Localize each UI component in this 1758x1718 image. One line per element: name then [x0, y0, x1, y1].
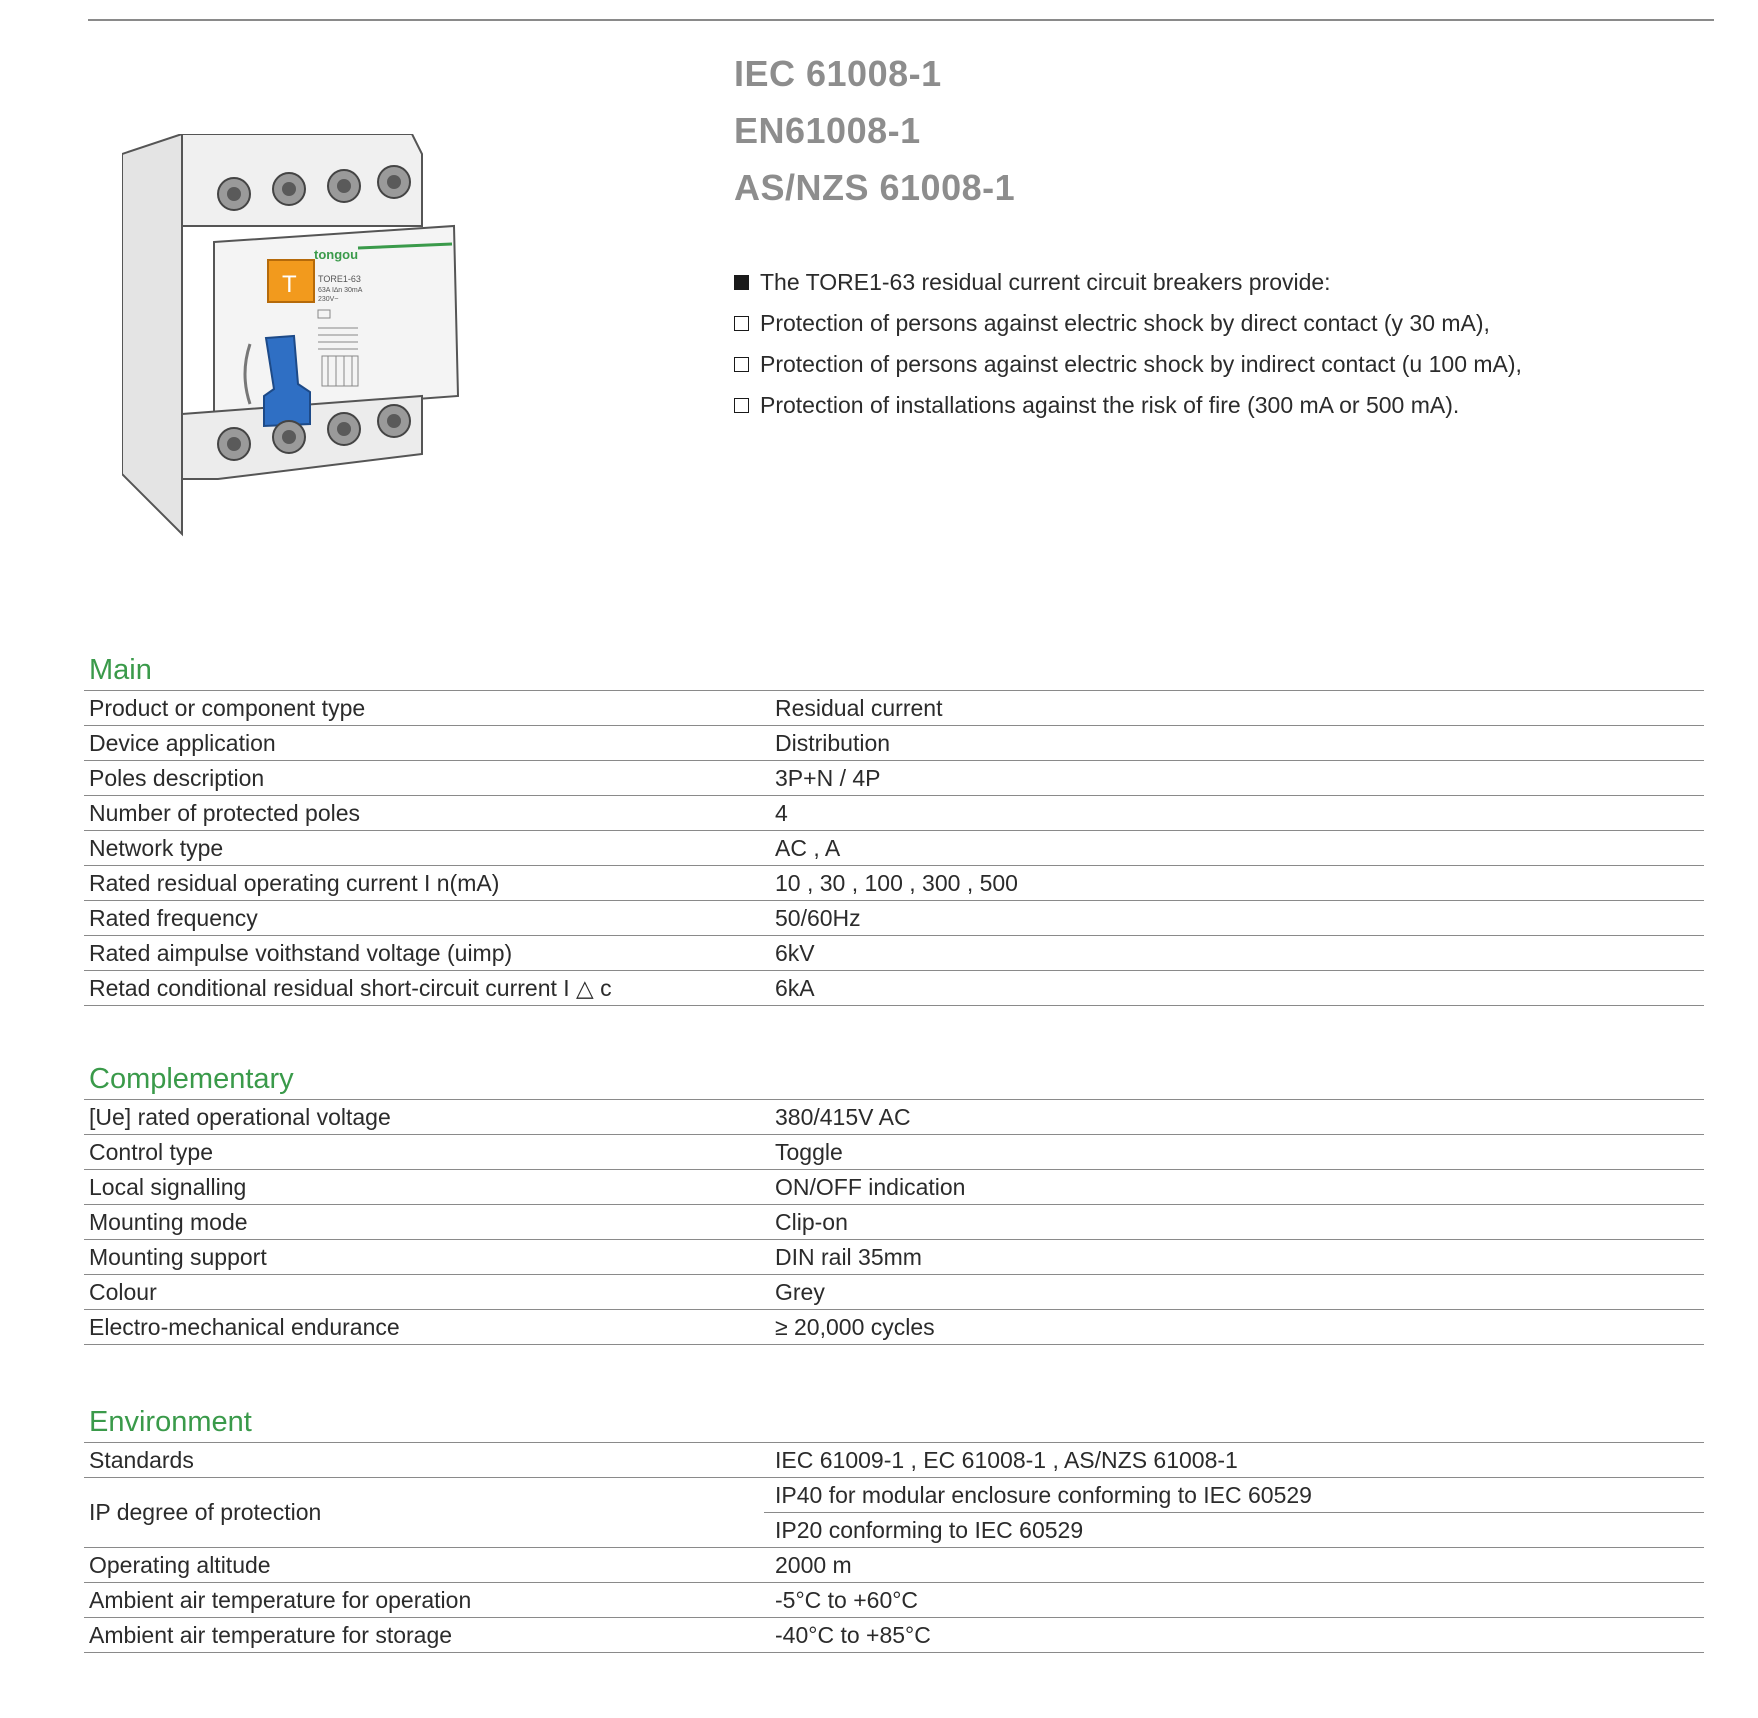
- spec-value: 50/60Hz: [764, 901, 1704, 936]
- environment-spec-table: [84, 1442, 1704, 1653]
- spec-label: Mounting mode: [84, 1205, 764, 1240]
- spec-value: ON/OFF indication: [764, 1170, 1704, 1205]
- spec-label: Poles description: [84, 761, 764, 796]
- spec-value: Clip-on: [764, 1205, 1704, 1240]
- table-row: [84, 831, 1704, 866]
- table-row: [84, 1240, 1704, 1275]
- table-row: [84, 866, 1704, 901]
- empty-square-bullet-icon: [734, 357, 749, 372]
- table-row: [84, 796, 1704, 831]
- spec-label: Rated frequency: [84, 901, 764, 936]
- spec-value: Distribution: [764, 726, 1704, 761]
- spec-label: Colour: [84, 1275, 764, 1310]
- feature-text: The TORE1-63 residual current circuit breakers provide:: [760, 269, 1331, 295]
- table-row: [84, 761, 1704, 796]
- model-label: TORE1-63: [318, 274, 361, 284]
- spec-value: ≥ 20,000 cycles: [764, 1310, 1704, 1345]
- spec-label: IP degree of protection: [84, 1478, 764, 1548]
- spec-label: Standards: [84, 1443, 764, 1478]
- brand-label: tongou: [314, 247, 359, 262]
- rating-label: 63A I∆n 30mA: [318, 287, 363, 294]
- standard-iec: IEC 61008-1: [734, 53, 942, 94]
- standard-en: EN61008-1: [734, 110, 921, 151]
- spec-value: IP20 conforming to IEC 60529: [764, 1513, 1704, 1548]
- table-row: [84, 691, 1704, 726]
- empty-square-bullet-icon: [734, 316, 749, 331]
- spec-value: 380/415V AC: [764, 1100, 1704, 1135]
- filled-square-bullet-icon: [734, 275, 749, 290]
- feature-item: [734, 385, 1634, 426]
- table-row: [84, 1275, 1704, 1310]
- table-row: [84, 1583, 1704, 1618]
- table-row: [84, 901, 1704, 936]
- standard-as-nzs: AS/NZS 61008-1: [734, 167, 1016, 208]
- section-title: Main: [89, 654, 152, 686]
- spec-label: Number of protected poles: [84, 796, 764, 831]
- table-row: [84, 1443, 1704, 1478]
- spec-value: 6kA: [764, 971, 1704, 1006]
- main-section: [84, 650, 1704, 1006]
- spec-label: Control type: [84, 1135, 764, 1170]
- spec-label: [Ue] rated operational voltage: [84, 1100, 764, 1135]
- table-row: [84, 1548, 1704, 1583]
- section-title: Environment: [89, 1406, 252, 1438]
- feature-text: Protection of persons against electric shock by indirect contact (u 100 mA),: [760, 351, 1522, 377]
- table-row: [84, 1310, 1704, 1345]
- rccb-product-image: [122, 134, 530, 546]
- main-spec-table: [84, 690, 1704, 1006]
- spec-label: Retad conditional residual short-circuit current I △ c: [84, 971, 764, 1006]
- test-button-label: T: [282, 271, 297, 298]
- spec-value: 3P+N / 4P: [764, 761, 1704, 796]
- spec-value: -5°C to +60°C: [764, 1583, 1704, 1618]
- voltage-label: 230V~: [318, 296, 339, 303]
- spec-label: Ambient air temperature for storage: [84, 1618, 764, 1653]
- table-row: [84, 1170, 1704, 1205]
- spec-label: Operating altitude: [84, 1548, 764, 1583]
- feature-item: [734, 344, 1634, 385]
- spec-value: IEC 61009-1 , EC 61008-1 , AS/NZS 61008-1: [764, 1443, 1704, 1478]
- spec-label: Network type: [84, 831, 764, 866]
- spec-label: Rated residual operating current I n(mA): [84, 866, 764, 901]
- table-row: [84, 1618, 1704, 1653]
- table-row: [84, 1100, 1704, 1135]
- table-row: [84, 1135, 1704, 1170]
- table-row: [84, 936, 1704, 971]
- feature-list: [734, 262, 1634, 426]
- spec-value: DIN rail 35mm: [764, 1240, 1704, 1275]
- feature-text: Protection of installations against the risk of fire (300 mA or 500 mA).: [760, 392, 1460, 418]
- spec-label: Product or component type: [84, 691, 764, 726]
- standards-list: [734, 45, 1015, 216]
- spec-value: 10 , 30 , 100 , 300 , 500: [764, 866, 1704, 901]
- table-row: [84, 1205, 1704, 1240]
- spec-value: 6kV: [764, 936, 1704, 971]
- spec-label: Rated aimpulse voithstand voltage (uimp): [84, 936, 764, 971]
- spec-value: 2000 m: [764, 1548, 1704, 1583]
- spec-label: Mounting support: [84, 1240, 764, 1275]
- spec-label: Ambient air temperature for operation: [84, 1583, 764, 1618]
- spec-label: Device application: [84, 726, 764, 761]
- environment-section: [84, 1402, 1704, 1653]
- empty-square-bullet-icon: [734, 398, 749, 413]
- spec-value: Toggle: [764, 1135, 1704, 1170]
- table-row: [84, 1478, 1704, 1513]
- spec-label: Electro-mechanical endurance: [84, 1310, 764, 1345]
- spec-label: Local signalling: [84, 1170, 764, 1205]
- spec-value: Grey: [764, 1275, 1704, 1310]
- spec-value: AC , A: [764, 831, 1704, 866]
- feature-text: Protection of persons against electric shock by direct contact (y 30 mA),: [760, 310, 1490, 336]
- spec-value: Residual current: [764, 691, 1704, 726]
- spec-value: -40°C to +85°C: [764, 1618, 1704, 1653]
- spec-value: IP40 for modular enclosure conforming to IEC 60529: [764, 1478, 1704, 1513]
- complementary-section: [84, 1059, 1704, 1345]
- complementary-spec-table: [84, 1099, 1704, 1345]
- table-row: [84, 971, 1704, 1006]
- spec-value: 4: [764, 796, 1704, 831]
- table-row: [84, 726, 1704, 761]
- top-divider: [88, 19, 1714, 21]
- feature-item: [734, 303, 1634, 344]
- section-title: Complementary: [89, 1063, 294, 1095]
- feature-intro: [734, 262, 1634, 303]
